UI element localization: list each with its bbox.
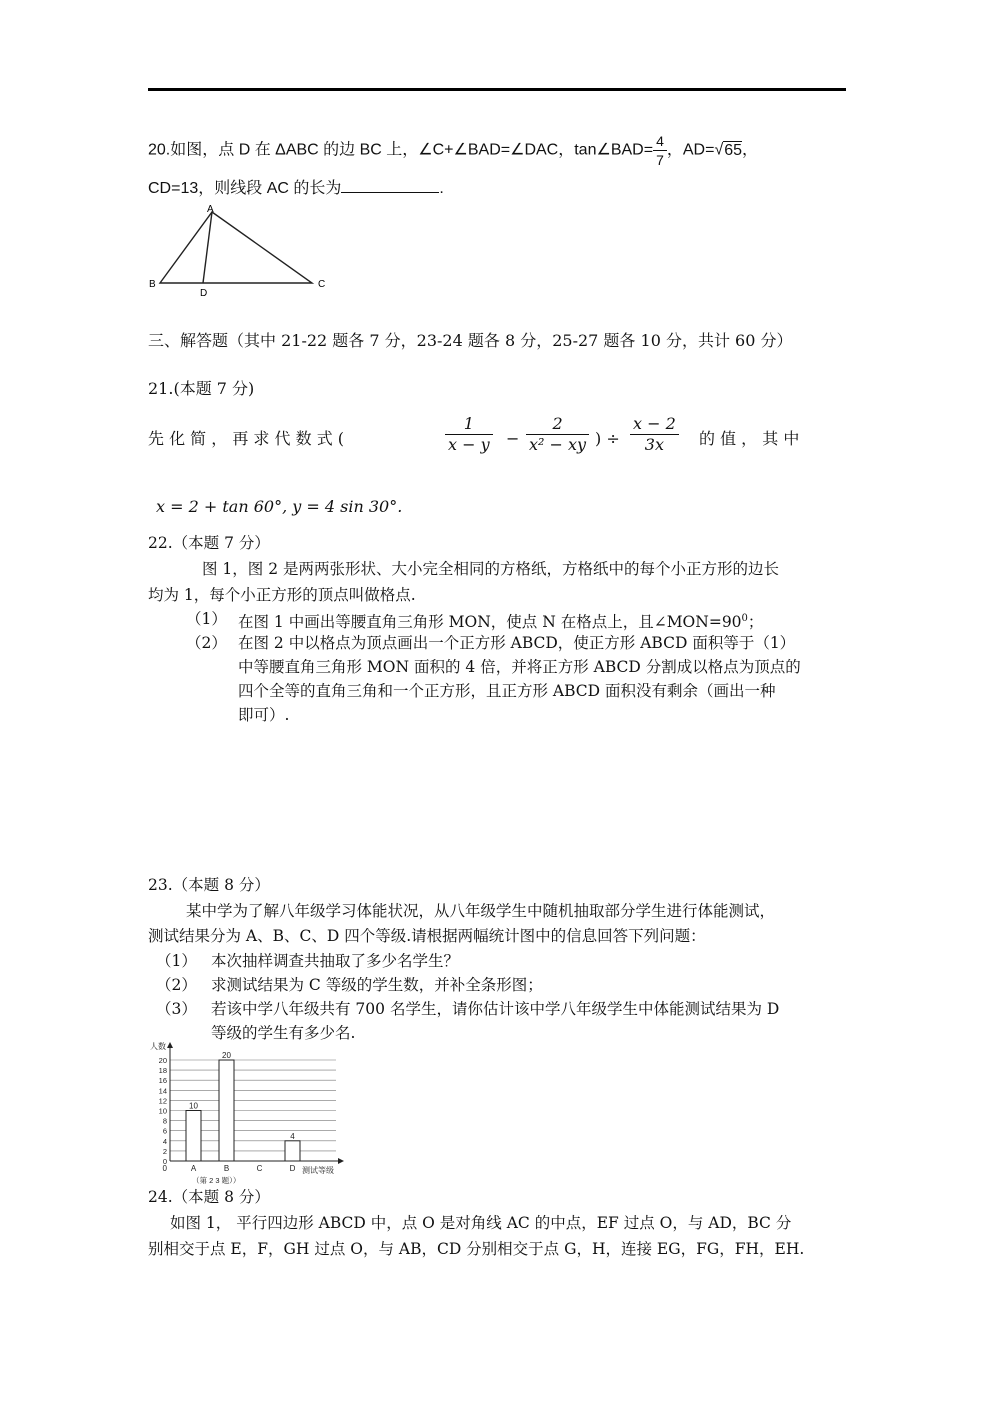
origin-label: 0: [162, 1164, 167, 1173]
y-tick-label: 14: [158, 1086, 167, 1096]
triangle-abc: [160, 212, 312, 283]
q21-f2-den: x² − xy: [529, 435, 587, 454]
bar: [186, 1111, 201, 1162]
q23-item3-line2: 等级的学生有多少名.: [211, 1024, 356, 1042]
q23-para-line2: 测试结果分为 A、B、C、D 四个等级.请根据两幅统计图中的信息回答下列问题：: [148, 927, 706, 945]
bar-data-label: 10: [189, 1101, 198, 1111]
x-tick-label: C: [256, 1164, 263, 1173]
q20-text-prefix: 20.如图，点 D 在 ΔABC 的边 BC 上，∠C+∠BAD=∠DAC，tan∠BAD=: [148, 141, 654, 159]
q22-item2-number: （2）: [186, 634, 227, 652]
bar: [219, 1060, 234, 1161]
bar: [285, 1141, 300, 1161]
q20-comma: ，: [742, 141, 759, 159]
bar-data-label: 4: [290, 1131, 295, 1141]
label-d: D: [200, 288, 208, 299]
q20-frac-num: 4: [653, 134, 667, 151]
q20-period: .: [439, 180, 444, 197]
y-tick-label: 2: [162, 1146, 167, 1156]
q23-item1: 本次抽样调查共抽取了多少名学生？: [211, 952, 460, 970]
q21-f1-den: x − y: [448, 435, 490, 454]
x-tick-label: B: [223, 1164, 230, 1173]
q22-item2-line4: 即可）.: [238, 706, 290, 724]
section-3-heading: 三、解答题（其中 21-22 题各 7 分，23-24 题各 8 分，25-27 题各 10 分，共计 60 分）: [148, 331, 793, 350]
q21-f2-num: 2: [526, 416, 589, 435]
q21-f3-num: x − 2: [630, 416, 679, 435]
q20-line1: [148, 134, 758, 167]
q22-item2-line2: 中等腰直角三角形 MON 面积的 4 倍，并将正方形 ABCD 分割成以格点为顶点的: [238, 658, 801, 676]
q22-item1-text: 在图 1 中画出等腰直角三角形 MON，使点 N 在格点上，且∠MON=90: [238, 613, 742, 632]
y-tick-label: 16: [158, 1076, 167, 1086]
q23-item3-number: （3）: [156, 1000, 197, 1018]
y-tick-label: 12: [158, 1096, 167, 1106]
q23-para-line1: 某中学为了解八年级学习体能状况，从八年级学生中随机抽取部分学生进行体能测试，: [186, 902, 776, 920]
y-axis-title: 人数: [150, 1042, 166, 1051]
x-tick-label: D: [289, 1164, 296, 1173]
q21-values: x = 2 + tan 60°, y = 4 sin 30°.: [156, 497, 403, 516]
q24-line1: 如图 1， 平行四边形 ABCD 中，点 O 是对角线 AC 的中点，EF 过点 O，与 AD，BC 分: [170, 1214, 792, 1232]
q21-f3-den: 3x: [644, 435, 664, 454]
q21-prefix: 先 化 简 ， 再 求 代 数 式 (: [148, 429, 345, 448]
q23-item3-line1: 若该中学八年级共有 700 名学生，请你估计该中学八年级学生中体能测试结果为 D: [211, 1000, 780, 1018]
q23-item2-number: （2）: [156, 976, 197, 994]
q23-header: 23.（本题 8 分）: [148, 876, 270, 894]
q20-text-line2: CD=13，则线段 AC 的长为: [148, 180, 342, 197]
x-axis-title: 测试等级: [302, 1166, 334, 1175]
y-tick-label: 10: [158, 1106, 167, 1116]
y-tick-label: 8: [162, 1116, 167, 1126]
header-rule: [148, 88, 846, 91]
q20-triangle-figure: [140, 200, 340, 300]
q21-minus: −: [506, 429, 520, 448]
bar-data-label: 20: [222, 1051, 231, 1060]
q20-fraction: [653, 134, 667, 167]
q22-item2-line1: 在图 2 中以格点为顶点画出一个正方形 ABCD，使正方形 ABCD 面积等于（1）: [238, 634, 796, 652]
q20-text-mid: ，AD=: [666, 141, 715, 159]
q21-header: 21.(本题 7 分): [148, 379, 255, 398]
q22-item1-sup: 0: [741, 613, 748, 624]
q20-answer-blank[interactable]: [341, 176, 439, 193]
q23-item2: 求测试结果为 C 等级的学生数，并补全条形图；: [211, 976, 543, 994]
y-tick-label: 6: [162, 1126, 167, 1136]
q21-fraction-3: [630, 416, 679, 453]
x-tick-label: A: [190, 1164, 197, 1173]
q21-fraction-1: [445, 416, 493, 453]
q22-item1-end: ；: [747, 613, 764, 632]
q23-bar-chart: [144, 1038, 344, 1186]
y-axis-arrow: [167, 1042, 173, 1048]
label-c: C: [318, 279, 326, 290]
q21-expression: [148, 414, 846, 468]
q22-para-line2: 均为 1，每个小正方形的顶点叫做格点.: [148, 586, 416, 604]
q22-item1-number: （1）: [186, 610, 227, 628]
y-tick-label: 20: [158, 1056, 167, 1065]
q20-sqrt-sign: √: [714, 141, 724, 159]
label-b: B: [149, 279, 156, 290]
q21-fraction-2: [526, 416, 589, 453]
y-tick-label: 18: [158, 1066, 167, 1076]
q22-header: 22.（本题 7 分）: [148, 534, 270, 552]
q21-f1-num: 1: [445, 416, 493, 435]
q22-para-line1: 图 1，图 2 是两两张形状、大小完全相同的方格纸，方格纸中的每个小正方形的边长: [202, 560, 780, 578]
y-tick-label: 4: [162, 1136, 167, 1146]
q21-divide: ) ÷: [595, 429, 620, 448]
x-axis-arrow: [338, 1158, 344, 1164]
y-tick-label: 0: [162, 1157, 167, 1166]
q24-line2: 别相交于点 E，F，GH 过点 O，与 AB，CD 分别相交于点 G，H，连接 EG，FG，FH，EH.: [148, 1240, 805, 1258]
q20-line2: [148, 176, 444, 200]
label-a: A: [207, 204, 214, 215]
q22-item1: [238, 608, 763, 633]
q21-suffix: 的 值 ， 其 中: [699, 429, 800, 448]
q22-item2-line3: 四个全等的直角三角和一个正方形，且正方形 ABCD 面积没有剩余（画出一种: [238, 682, 776, 700]
q20-sqrt-value: 65: [724, 141, 743, 159]
q20-frac-den: 7: [656, 152, 664, 168]
chart-caption: （第 2 3 题））: [192, 1176, 241, 1185]
q23-item1-number: （1）: [156, 952, 197, 970]
q24-header: 24.（本题 8 分）: [148, 1188, 270, 1206]
